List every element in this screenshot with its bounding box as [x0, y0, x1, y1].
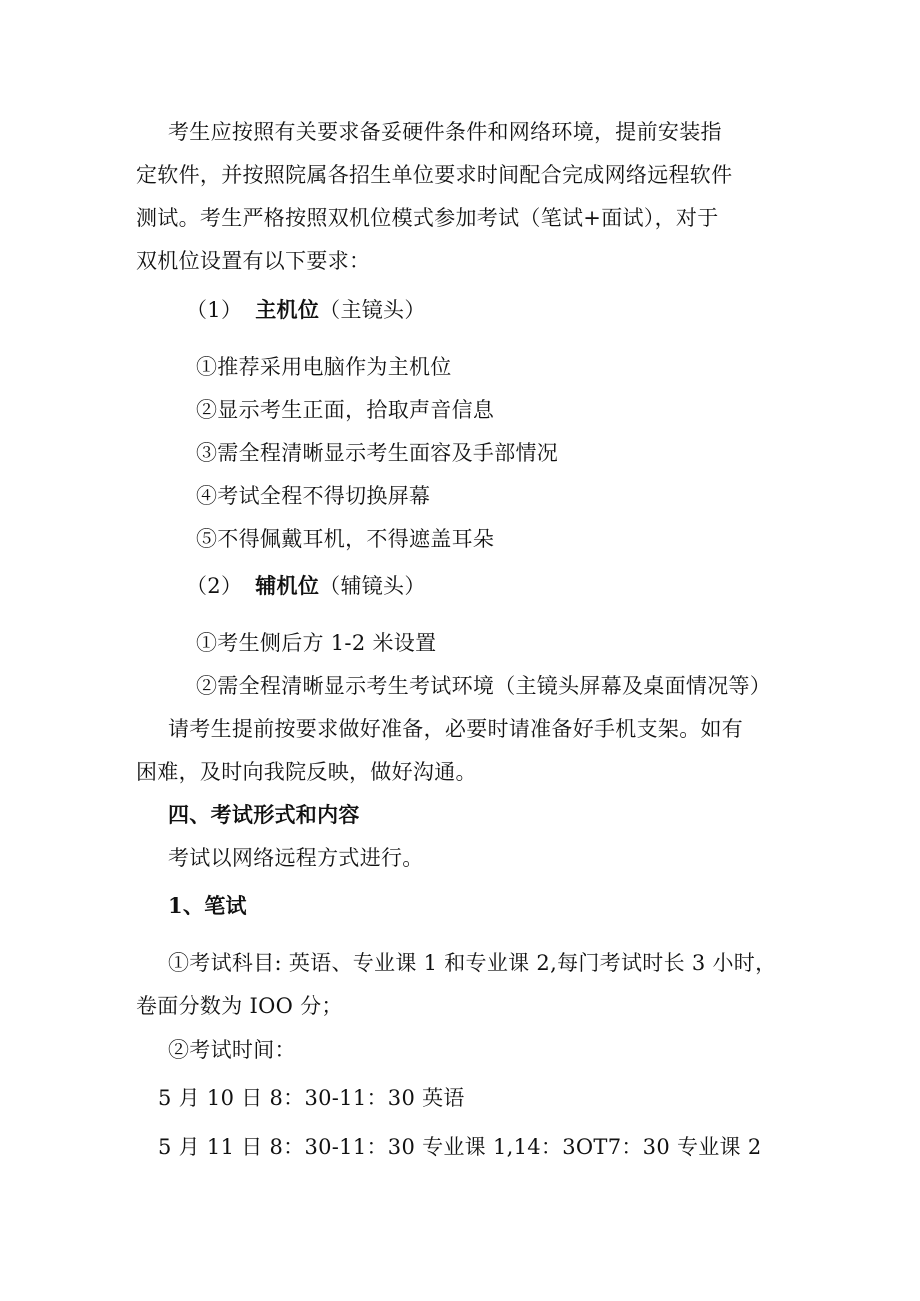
intro-line-1: 考生应按照有关要求备妥硬件条件和网络环境，提前安装指	[168, 120, 722, 144]
main-camera-number: （1）	[186, 298, 243, 322]
aux-camera-item-2: ②需全程清晰显示考生考试环境（主镜头屏幕及桌面情况等）	[196, 674, 772, 698]
aux-camera-title: 辅机位	[255, 573, 320, 598]
section-4-text: 考试以网络远程方式进行。	[168, 846, 424, 870]
main-camera-item-1: ①推荐采用电脑作为主机位	[196, 355, 452, 379]
main-camera-item-4: ④考试全程不得切换屏幕	[196, 484, 431, 508]
aux-camera-item-1: ①考生侧后方 1-2 米设置	[196, 631, 437, 655]
main-camera-item-5: ⑤不得佩戴耳机，不得遮盖耳朵	[196, 527, 495, 551]
main-camera-heading	[186, 296, 426, 324]
aux-camera-number: （2）	[186, 574, 243, 598]
main-camera-title: 主机位	[255, 297, 320, 322]
main-camera-item-2: ②显示考生正面，拾取声音信息	[196, 398, 495, 422]
main-camera-note: （主镜头）	[319, 298, 426, 322]
section-4-heading: 四、考试形式和内容	[168, 802, 360, 827]
intro-line-2: 定软件，并按照院属各招生单位要求时间配合完成网络远程软件	[136, 163, 733, 187]
intro-line-4: 双机位设置有以下要求：	[136, 249, 371, 273]
schedule-line-1: 5 月 10 日 8：30-11：30 英语	[158, 1086, 465, 1110]
exam-subjects-line-1: ①考试科目: 英语、专业课 1 和专业课 2,每门考试时长 3 小时，	[168, 951, 777, 975]
aux-camera-note: （辅镜头）	[319, 574, 426, 598]
exam-subjects-line-2: 卷面分数为 IOO 分；	[136, 994, 343, 1018]
written-exam-heading: 1、笔试	[168, 893, 247, 918]
intro-line-3: 测试。考生严格按照双机位模式参加考试（笔试+面试），对于	[136, 206, 719, 230]
schedule-line-2: 5 月 11 日 8：30-11：30 专业课 1,14：3OT7：30 专业课 2	[158, 1135, 762, 1159]
exam-time-label: ②考试时间：	[168, 1038, 296, 1062]
main-camera-item-3: ③需全程清晰显示考生面容及手部情况	[196, 441, 559, 465]
aux-camera-heading	[186, 572, 426, 600]
reminder-line-2: 困难，及时向我院反映，做好沟通。	[136, 760, 477, 784]
reminder-line-1: 请考生提前按要求做好准备，必要时请准备好手机支架。如有	[168, 717, 744, 741]
